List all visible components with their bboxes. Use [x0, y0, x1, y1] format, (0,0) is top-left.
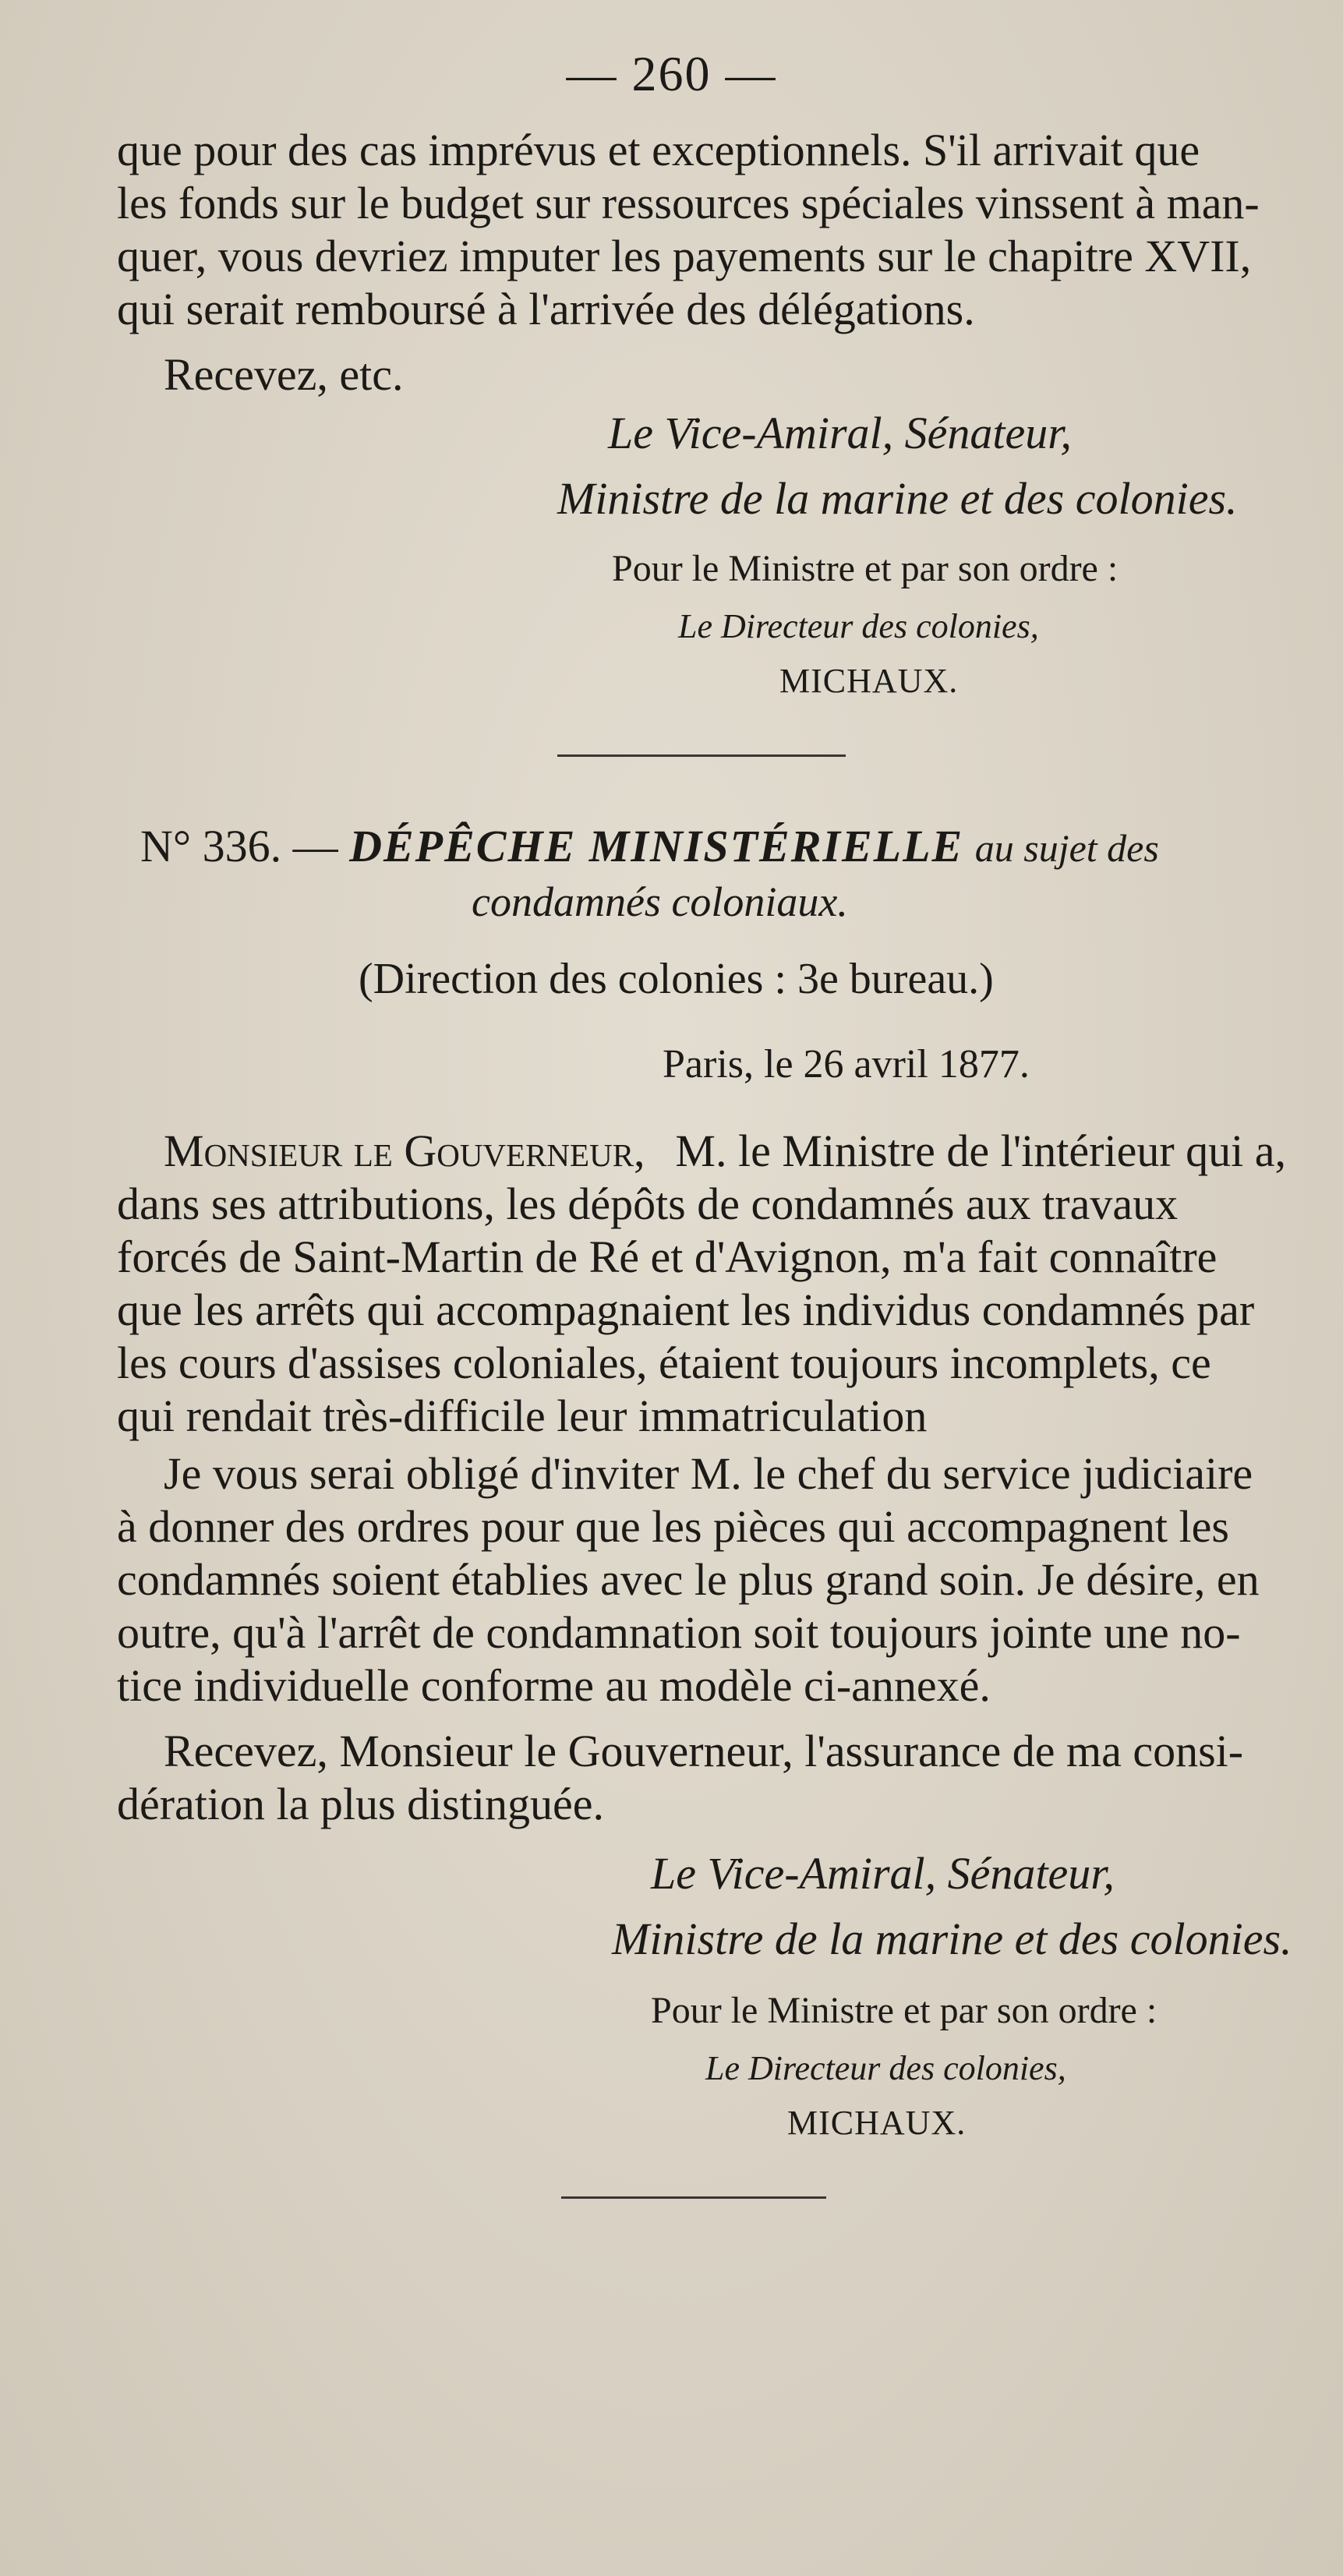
signature-order: Pour le Ministre et par son ordre : — [612, 548, 1119, 589]
text-line: les cours d'assises coloniales, étaient toujours incomplets, ce — [117, 1337, 1211, 1388]
signature-director: Le Directeur des colonies, — [705, 2049, 1066, 2087]
text-line: qui serait remboursé à l'arrivée des délégations. — [117, 284, 975, 334]
text-line: à donner des ordres pour que les pièces qui accompagnent les — [117, 1501, 1229, 1552]
text-line: quer, vous devriez imputer les payements sur le chapitre XVII, — [117, 231, 1252, 281]
text-line: Je vous serai obligé d'inviter M. le chef du service judiciaire — [164, 1448, 1253, 1499]
signature-title: Ministre de la marine et des colonies. — [557, 473, 1238, 524]
signature-director: Le Directeur des colonies, — [678, 607, 1039, 645]
text-line: les fonds sur le budget sur ressources spéciales vinssent à man- — [117, 178, 1260, 228]
separator-rule — [557, 754, 846, 757]
text-line: dération la plus distinguée. — [117, 1779, 604, 1829]
text-line: dans ses attributions, les dépôts de condamnés aux travaux — [117, 1178, 1179, 1229]
text-line: tice individuelle conforme au modèle ci-annexé. — [117, 1660, 991, 1711]
dispatch-number: N° 336. — — [140, 821, 338, 871]
signature-title: Ministre de la marine et des colonies. — [612, 1913, 1292, 1964]
text-line: que les arrêts qui accompagnaient les individus condamnés par — [117, 1284, 1255, 1335]
dispatch-title-main: DÉPÊCHE MINISTÉRIELLE — [349, 821, 964, 871]
dispatch-place-date: Paris, le 26 avril 1877. — [663, 1042, 1030, 1087]
signature-title: Le Vice-Amiral, Sénateur, — [651, 1848, 1115, 1899]
signature-order: Pour le Ministre et par son ordre : — [651, 1990, 1157, 2031]
text-line: Monsieur le Gouverneur, M. le Ministre de l'intérieur qui a, — [164, 1125, 1286, 1176]
dispatch-title-line2: condamnés coloniaux. — [472, 878, 848, 925]
text-line: Recevez, Monsieur le Gouverneur, l'assurance de ma consi- — [164, 1726, 1244, 1776]
signature-name: MICHAUX. — [779, 662, 959, 700]
closing: Recevez, etc. — [164, 349, 404, 400]
separator-rule — [561, 2196, 826, 2199]
dispatch-direction: (Direction des colonies : 3e bureau.) — [359, 955, 994, 1003]
text-line: forcés de Saint-Martin de Ré et d'Avignon, m'a fait connaître — [117, 1231, 1218, 1282]
dispatch-title — [140, 820, 1159, 872]
text-line: que pour des cas imprévus et exceptionnels. S'il arrivait que — [117, 125, 1200, 175]
dispatch-title-rest: au sujet des — [974, 826, 1159, 870]
text-line: condamnés soient établies avec le plus grand soin. Je désire, en — [117, 1554, 1260, 1605]
signature-name: MICHAUX. — [787, 2104, 967, 2142]
salutation: Monsieur le Gouverneur, — [164, 1125, 645, 1176]
text-line: qui rendait très-difficile leur immatriculation — [117, 1390, 928, 1441]
signature-title: Le Vice-Amiral, Sénateur, — [608, 408, 1072, 458]
text-line: outre, qu'à l'arrêt de condamnation soit toujours jointe une no- — [117, 1607, 1241, 1658]
page-number: — 260 — — [566, 46, 777, 101]
